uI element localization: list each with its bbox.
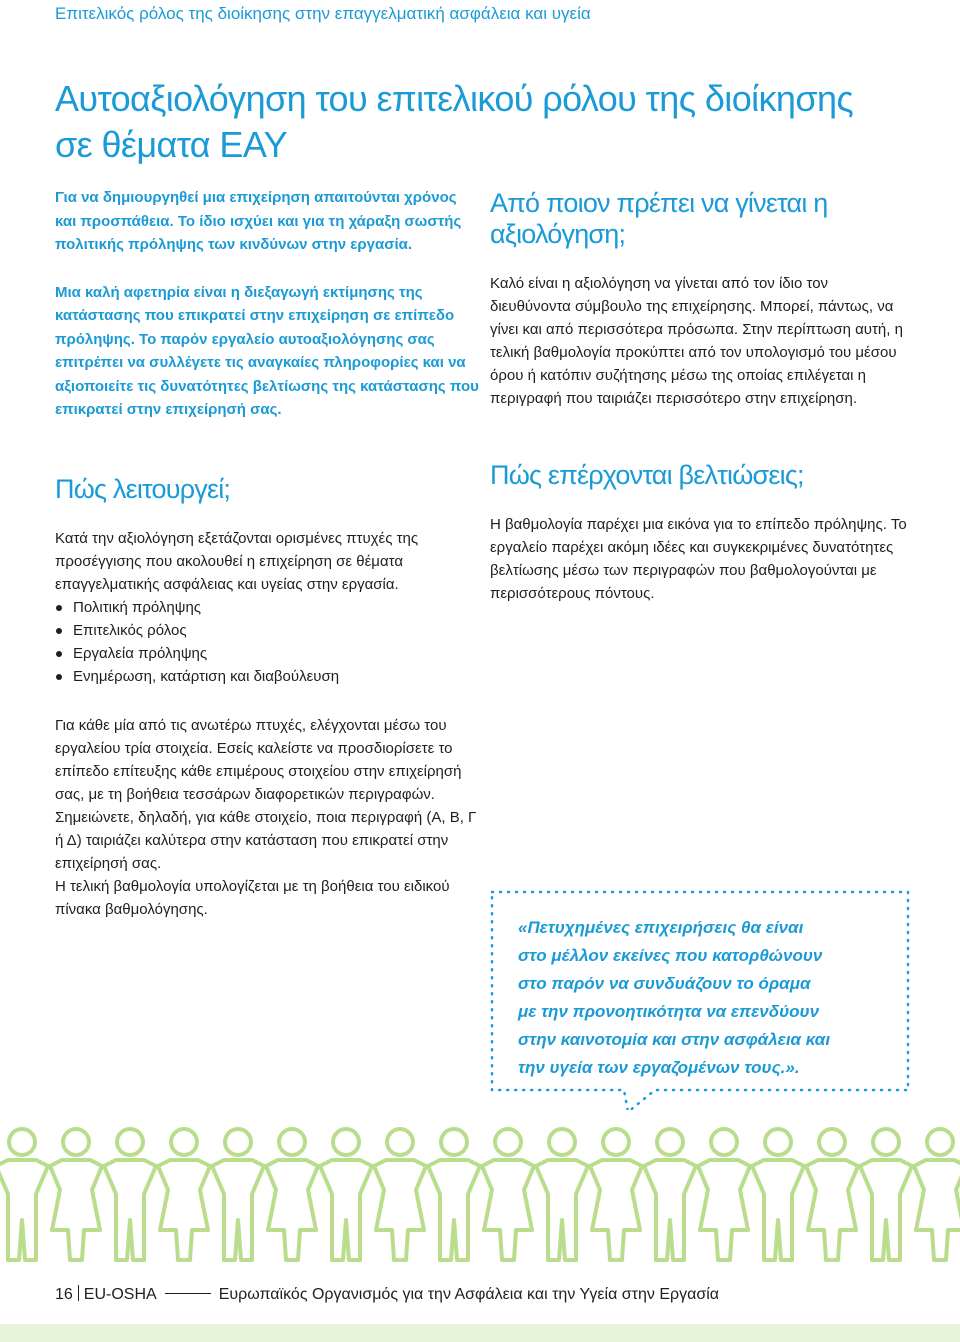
footer-agency-full: Ευρωπαϊκός Οργανισμός για την Ασφάλεια και την Υγεία στην Εργασία [218, 1286, 720, 1303]
left-column [55, 186, 480, 921]
worker-head [819, 1129, 845, 1155]
footer-agency: EU-OSHA [83, 1286, 157, 1303]
worker-head [279, 1129, 305, 1155]
worker-figure [320, 1160, 372, 1260]
who-evaluates-heading: Από ποιον πρέπει να γίνεται η αξιολόγηση; [490, 188, 828, 249]
quote-line: με την προνοητικότητα να επενδύουν [518, 1002, 820, 1021]
worker-head [9, 1129, 35, 1155]
quote-line: την υγεία των εργαζομένων τους.». [518, 1058, 800, 1077]
list-item: Επιτελικός ρόλος [55, 619, 480, 642]
worker-figure [104, 1160, 156, 1260]
worker-head [711, 1129, 737, 1155]
right-column [490, 186, 910, 605]
worker-head [657, 1129, 683, 1155]
footer-divider [78, 1285, 79, 1301]
worker-figure [482, 1160, 534, 1260]
worker-head [873, 1129, 899, 1155]
running-head: Επιτελικός ρόλος της διοίκησης στην επαγγελματική ασφάλεια και υγεία [55, 4, 591, 23]
who-evaluates-text: Καλό είναι η αξιολόγηση να γίνεται από τον ίδιο τον διευθύνοντα σύμβουλο της επιχείρησης. Μπορεί, πάντως, να γίνει και από περισσότερα πρόσωπα. Στην περίπτωση αυτή, η τελική βαθμολογία προκύπτει από τον υπολογισμό του μέσου όρου ή κατόπιν συζήτησης μέσω της οποίας επιλέγεται η περιγραφή που ταιριάζει περισσότερο στην επιχείρηση. [490, 275, 903, 407]
worker-figure [698, 1160, 750, 1260]
intro-paragraph-1: Για να δημιουργηθεί μια επιχείρηση απαιτούνται χρόνος και προσπάθεια. Το ίδιο ισχύει και για τη χάραξη σωστής πολιτικής πρόληψης των κινδύνων στην εργασία. [55, 189, 462, 253]
worker-head [927, 1129, 953, 1155]
worker-figure [428, 1160, 480, 1260]
improvements-heading: Πώς επέρχονται βελτιώσεις; [490, 460, 804, 490]
page-title [55, 76, 875, 168]
quote-line: στο μέλλον εκείνες που κατορθώνουν [518, 946, 823, 965]
final-score-text: Η τελική βαθμολογία υπολογίζεται με τη βοήθεια του ειδικού πίνακα βαθμολόγησης. [55, 877, 450, 918]
worker-figure [752, 1160, 804, 1260]
page-title-line2: σε θέματα ΕΑΥ [55, 124, 287, 165]
how-it-works-heading: Πώς λειτουργεί; [55, 473, 231, 504]
page-title-line1: Αυτοαξιολόγηση του επιτελικού ρόλου της διοίκησης [55, 78, 854, 119]
quote-text [518, 914, 888, 1082]
worker-figure [914, 1160, 960, 1260]
worker-head [603, 1129, 629, 1155]
intro-paragraph-2: Μια καλή αφετηρία είναι η διεξαγωγή εκτίμησης της κατάστασης που επικρατεί στην επιχείρηση σε επίπεδο πρόληψης. Το παρόν εργαλείο αυτοαξιολόγησης σας επιτρέπει να συλλέγετε τις αναγκαίες πληροφορίες και να αξιοποιείτε τις δυνατότητες βελτίωσης της κατάστασης που επικρατεί στην επιχείρησή σας. [55, 283, 479, 418]
list-item: Εργαλεία πρόληψης [55, 642, 480, 665]
worker-head [387, 1129, 413, 1155]
worker-figure [158, 1160, 210, 1260]
worker-head [225, 1129, 251, 1155]
worker-figure [536, 1160, 588, 1260]
worker-figure [374, 1160, 426, 1260]
worker-head [549, 1129, 575, 1155]
worker-head [441, 1129, 467, 1155]
page-number: 16 [55, 1286, 73, 1303]
worker-head [117, 1129, 143, 1155]
list-item: Πολιτική πρόληψης [55, 596, 480, 619]
footer-dash [165, 1293, 211, 1294]
worker-head [63, 1129, 89, 1155]
worker-figure [590, 1160, 642, 1260]
aspects-list [55, 596, 480, 688]
quote-line: «Πετυχημένες επιχειρήσεις θα είναι [518, 918, 804, 937]
worker-figure [212, 1160, 264, 1260]
improvements-text: Η βαθμολογία παρέχει μια εικόνα για το επίπεδο πρόληψης. Το εργαλείο παρέχει ακόμη ιδέες και συγκεκριμένες δυνατότητες βελτίωσης μέσω των περιγραφών που βαθμολογούνται με περισσότερους πόντους. [490, 516, 907, 602]
worker-figure [0, 1160, 48, 1260]
evaluation-text: Για κάθε μία από τις ανωτέρω πτυχές, ελέγχονται μέσω του εργαλείου τρία στοιχεία. Εσείς καλείστε να προσδιορίσετε το επίπεδο επίτευξης κάθε επιμέρους στοιχείου στην επιχείρησή σας, με τη βοήθεια τεσσάρων διαφορετικών περιγραφών. Σημειώνετε, δηλαδή, για κάθε στοιχείο, ποια περιγραφή (Α, Β, Γ ή Δ) ταιριάζει καλύτερα στην κατάσταση που επικρατεί στην επιχείρησή σας. [55, 716, 477, 872]
worker-figure [50, 1160, 102, 1260]
list-item: Ενημέρωση, κατάρτιση και διαβούλευση [55, 665, 480, 688]
how-it-works-text: Κατά την αξιολόγηση εξετάζονται ορισμένες πτυχές της προσέγγισης που ακολουθεί η επιχείρηση σε θέματα επαγγελματικής ασφάλειας και υγείας στην εργασία. [55, 529, 419, 593]
worker-head [765, 1129, 791, 1155]
worker-figure [860, 1160, 912, 1260]
quote-line: στο παρόν να συνδυάζουν το όραμα [518, 974, 811, 993]
worker-figure [644, 1160, 696, 1260]
footer [55, 1285, 719, 1304]
worker-head [171, 1129, 197, 1155]
workers-figures-icon [0, 1120, 960, 1270]
worker-figure [266, 1160, 318, 1260]
quote-box [490, 890, 910, 1110]
worker-figure [806, 1160, 858, 1260]
worker-head [495, 1129, 521, 1155]
worker-head [333, 1129, 359, 1155]
footer-strip [0, 1324, 960, 1342]
quote-line: στην καινοτομία και στην ασφάλεια και [518, 1030, 831, 1049]
